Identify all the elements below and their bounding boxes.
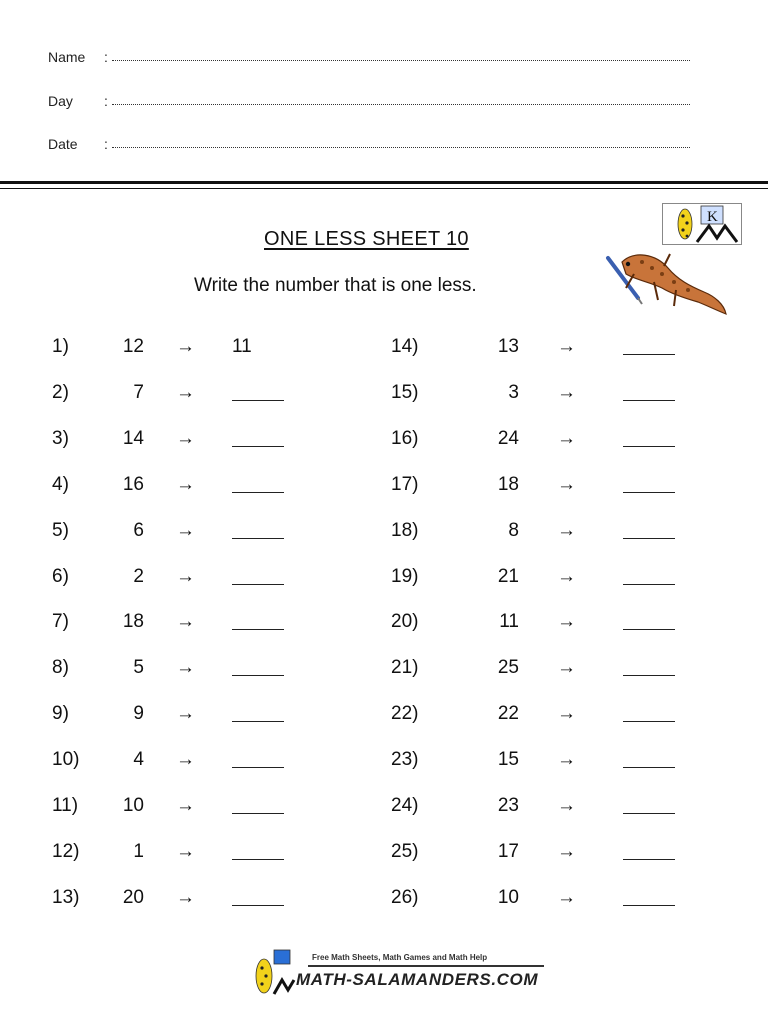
question-value: 11: [499, 611, 519, 633]
svg-text:K: K: [707, 209, 718, 225]
question-number: 13): [52, 886, 80, 908]
question-row: [0, 887, 768, 911]
question-value: 24: [497, 427, 519, 449]
header-divider-thick: [0, 181, 768, 184]
question-number: 11): [52, 795, 79, 816]
arrow-right-icon: →: [557, 795, 576, 816]
answer-blank[interactable]: [623, 538, 675, 539]
name-label: Name: [48, 49, 86, 65]
question-number: 8): [52, 657, 69, 679]
question-number: 5): [52, 519, 69, 541]
arrow-right-icon: →: [557, 657, 576, 679]
date-colon: :: [104, 136, 108, 152]
question-number: 26): [391, 886, 419, 908]
arrow-right-icon: →: [557, 886, 576, 908]
question-row: [0, 382, 768, 406]
question-value: 14: [122, 427, 144, 449]
arrow-right-icon: →: [176, 427, 195, 449]
answer-blank[interactable]: [623, 905, 675, 906]
question-number: 18): [391, 519, 419, 541]
question-value: 23: [497, 795, 519, 816]
answer-blank[interactable]: [623, 400, 675, 401]
question-value: 25: [497, 657, 519, 679]
question-row: [0, 566, 768, 590]
footer-rule: [308, 965, 544, 967]
question-number: 23): [391, 749, 419, 771]
answer-blank[interactable]: [623, 859, 675, 860]
question-value: 18: [497, 473, 519, 495]
header-divider-thin: [0, 188, 768, 189]
question-value: 15: [497, 749, 519, 771]
arrow-right-icon: →: [176, 795, 195, 816]
question-value: 16: [122, 473, 144, 495]
question-number: 9): [52, 703, 69, 725]
arrow-right-icon: →: [557, 611, 576, 633]
question-number: 21): [391, 657, 419, 679]
question-number: 12): [52, 840, 80, 862]
worksheet-instruction: Write the number that is one less.: [194, 275, 477, 296]
date-label: Date: [48, 136, 78, 152]
answer-blank[interactable]: [623, 629, 675, 630]
question-number: 2): [52, 381, 69, 403]
question-number: 4): [52, 473, 69, 495]
question-value: 18: [122, 611, 144, 633]
question-value: 13: [497, 336, 519, 357]
answer-blank[interactable]: [623, 492, 675, 493]
arrow-right-icon: →: [557, 427, 576, 449]
arrow-right-icon: →: [557, 565, 576, 587]
arrow-right-icon: →: [176, 703, 195, 725]
question-value: 10: [497, 886, 519, 908]
salamander-k-logo-icon: [662, 203, 742, 245]
answer-blank[interactable]: [623, 584, 675, 585]
arrow-right-icon: →: [557, 336, 576, 357]
question-row: [0, 749, 768, 773]
arrow-right-icon: →: [176, 565, 195, 587]
question-row: [0, 611, 768, 635]
arrow-right-icon: →: [176, 336, 195, 357]
answer-blank[interactable]: [623, 446, 675, 447]
arrow-right-icon: →: [557, 519, 576, 541]
arrow-right-icon: →: [176, 840, 195, 862]
question-value: 12: [122, 336, 144, 357]
question-row: [0, 520, 768, 544]
question-value: 10: [122, 795, 144, 816]
worksheet-title: ONE LESS SHEET 10: [264, 228, 469, 250]
question-number: 6): [52, 565, 69, 587]
example-answer: 11: [232, 336, 252, 357]
day-label: Day: [48, 93, 73, 109]
footer-brand: MATH-SALAMANDERS.COM: [296, 970, 539, 989]
answer-blank[interactable]: [623, 675, 675, 676]
question-value: 5: [133, 657, 144, 679]
arrow-right-icon: →: [176, 749, 195, 771]
answer-blank[interactable]: [623, 813, 675, 814]
question-row: [0, 703, 768, 727]
math-salamanders-logo-icon: [250, 944, 550, 996]
question-number: 22): [391, 703, 419, 725]
footer-tagline: Free Math Sheets, Math Games and Math Help: [312, 953, 488, 962]
name-colon: :: [104, 49, 108, 65]
question-number: 10): [52, 749, 80, 771]
question-number: 7): [52, 611, 69, 633]
question-row: [0, 336, 768, 360]
question-value: 21: [497, 565, 519, 587]
name-dotted-line[interactable]: [112, 60, 690, 61]
answer-blank[interactable]: [623, 354, 675, 355]
answer-blank[interactable]: [623, 721, 675, 722]
question-value: 4: [133, 749, 144, 771]
question-row: [0, 428, 768, 452]
arrow-right-icon: →: [176, 473, 195, 495]
day-dotted-line[interactable]: [112, 104, 690, 105]
arrow-right-icon: →: [557, 840, 576, 862]
arrow-right-icon: →: [176, 611, 195, 633]
salamander-with-pen-icon: [604, 240, 728, 328]
answer-blank[interactable]: [623, 767, 675, 768]
question-row: [0, 795, 768, 819]
question-row: [0, 474, 768, 498]
question-value: 2: [133, 565, 144, 587]
question-number: 1): [52, 336, 69, 357]
question-value: 7: [133, 381, 144, 403]
day-colon: :: [104, 93, 108, 109]
question-value: 9: [133, 703, 144, 725]
question-value: 17: [497, 840, 519, 862]
question-value: 22: [497, 703, 519, 725]
question-value: 20: [122, 886, 144, 908]
question-value: 3: [508, 381, 519, 403]
question-number: 25): [391, 840, 419, 862]
arrow-right-icon: →: [176, 657, 195, 679]
question-value: 8: [508, 519, 519, 541]
question-number: 20): [391, 611, 419, 633]
arrow-right-icon: →: [557, 381, 576, 403]
question-number: 15): [391, 381, 419, 403]
question-row: [0, 657, 768, 681]
arrow-right-icon: →: [176, 519, 195, 541]
arrow-right-icon: →: [176, 886, 195, 908]
question-row: [0, 841, 768, 865]
question-value: 6: [133, 519, 144, 541]
question-number: 17): [391, 473, 419, 495]
arrow-right-icon: →: [176, 381, 195, 403]
date-dotted-line[interactable]: [112, 147, 690, 148]
question-number: 14): [391, 336, 419, 357]
question-number: 3): [52, 427, 69, 449]
question-number: 16): [391, 427, 419, 449]
arrow-right-icon: →: [557, 749, 576, 771]
arrow-right-icon: →: [557, 473, 576, 495]
question-number: 24): [391, 795, 419, 816]
question-value: 1: [133, 840, 144, 862]
question-number: 19): [391, 565, 419, 587]
arrow-right-icon: →: [557, 703, 576, 725]
